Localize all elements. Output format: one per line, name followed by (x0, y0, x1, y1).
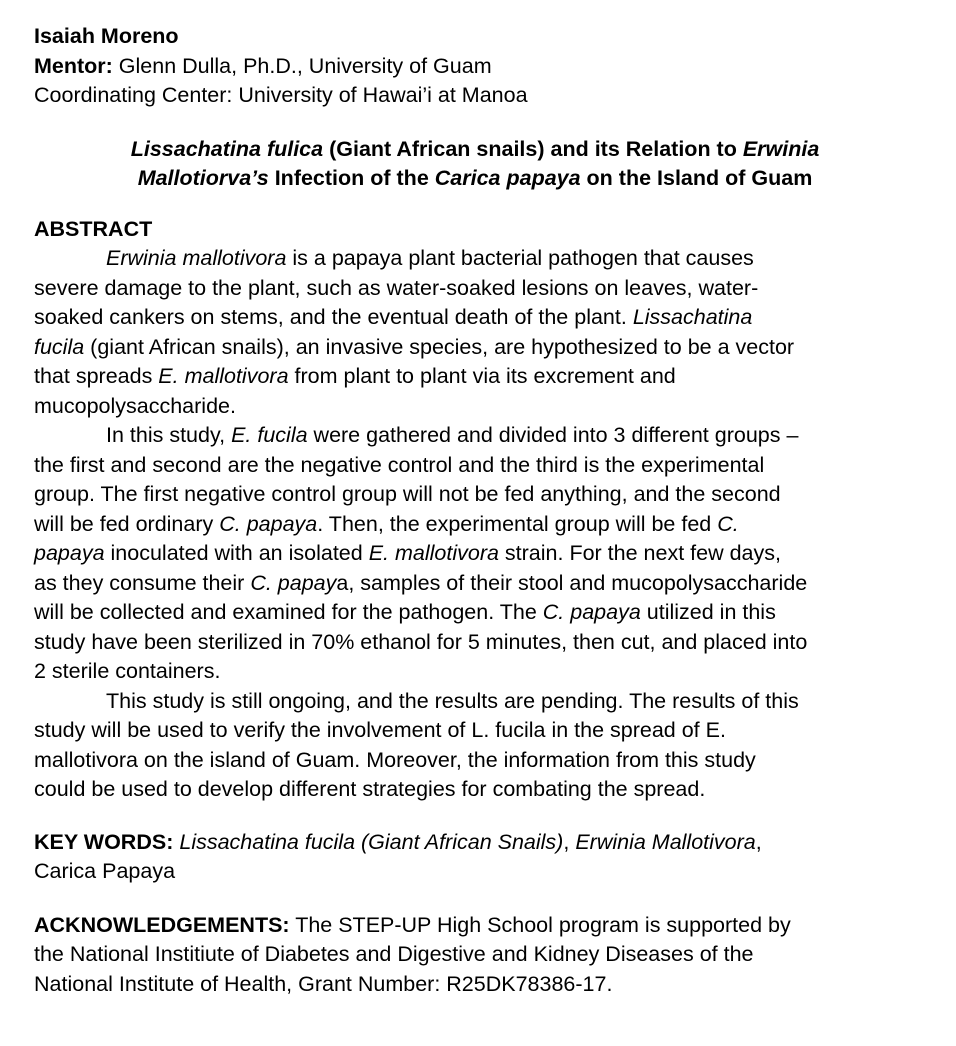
abstract-line (34, 657, 916, 687)
abstract-text-run: inoculated with an isolated (104, 541, 369, 565)
title-text-run: Lissachatina fulica (130, 136, 324, 161)
abstract-line (34, 392, 916, 422)
abstract-text-run: In this study, (106, 423, 232, 447)
abstract-text-run: Lissachatina (632, 305, 753, 329)
abstract-line (34, 303, 916, 333)
abstract-text-run: mucopolysaccharide. (34, 393, 236, 418)
abstract-paragraph (34, 421, 916, 687)
abstract-line (34, 775, 916, 805)
title-text-run: Erwinia (742, 136, 820, 161)
acknowledgements-line (34, 911, 916, 941)
title-line-2 (34, 164, 916, 193)
abstract-line (34, 598, 916, 628)
abstract-line (34, 539, 916, 569)
abstract-paragraph (34, 244, 916, 421)
paper-title (34, 135, 916, 193)
abstract-text-run: soaked cankers on stems, and the eventual death of the plant. (34, 305, 633, 329)
abstract-text-run: mallotivora on the island of Guam. Moreover, the information from this study (34, 747, 756, 772)
acknowledgements-text-run: National Institute of Health, Grant Number: R25DK78386-17. (34, 971, 613, 996)
abstract-text-run: C. papay (250, 570, 337, 595)
acknowledgements-text-run: the National Institiute of Diabetes and Digestive and Kidney Diseases of the (34, 942, 754, 966)
keywords-block (34, 828, 916, 887)
acknowledgements-block (34, 911, 916, 1000)
keywords-text-run: Lissachatina fucila (Giant African Snails) (179, 829, 564, 854)
abstract-body (34, 244, 916, 805)
abstract-text-run: utilized in this (640, 600, 776, 624)
abstract-text-run: papaya (34, 541, 105, 565)
title-text-run: on the Island of Guam (580, 165, 813, 190)
abstract-text-run: strain. For the next few days, (498, 541, 781, 565)
abstract-text-run: (giant African snails), an invasive species, are hypothesized to be a vector (84, 334, 795, 359)
abstract-text-run: study have been sterilized in 70% ethanol for 5 minutes, then cut, and placed into (34, 629, 808, 654)
abstract-text-run: C. papaya (219, 511, 318, 536)
abstract-text-run: the first and second are the negative control and the third is the experimental (34, 452, 765, 477)
abstract-heading: ABSTRACT (34, 216, 153, 241)
keywords-text-run: , (755, 829, 762, 854)
mentor-line (34, 52, 916, 82)
abstract-line (34, 716, 916, 746)
keywords-text-run: Carica Papaya (34, 859, 176, 883)
coordinating-center: Coordinating Center: University of Hawai’i at Manoa (34, 83, 528, 107)
abstract-line (34, 274, 916, 304)
abstract-text-run: E. fucila (231, 423, 308, 447)
title-text-run: Mallotiorva’s (137, 165, 269, 190)
mentor-label: Mentor: (34, 53, 113, 78)
abstract-line (34, 333, 916, 363)
title-text-run: Infection of the (268, 165, 435, 190)
abstract-text-run: 2 sterile containers. (34, 659, 221, 683)
abstract-text-run: a, samples of their stool and mucopolysaccharide (336, 570, 808, 595)
keywords-text-run: , (563, 829, 576, 854)
abstract-text-run: severe damage to the plant, such as water-soaked lesions on leaves, water- (34, 275, 759, 300)
abstract-text-run: This study is still ongoing, and the results are pending. The results of this (106, 688, 799, 713)
keywords-text-run: KEY WORDS: (34, 829, 174, 854)
abstract-line (34, 510, 916, 540)
acknowledgements-line (34, 970, 916, 1000)
abstract-text-run: study will be used to verify the involvement of L. fucila in the spread of E. (34, 718, 726, 742)
header-block (34, 22, 916, 111)
abstract-text-run: were gathered and divided into 3 different groups – (307, 423, 799, 447)
abstract-line (34, 746, 916, 776)
title-text-run: (Giant African snails) and its Relation to (323, 136, 743, 161)
acknowledgements-text-run: ACKNOWLEDGEMENTS: (34, 912, 290, 937)
abstract-text-run: E. mallotivora (368, 541, 499, 565)
abstract-line (34, 451, 916, 481)
abstract-text-run: group. The first negative control group will not be fed anything, and the second (34, 482, 781, 506)
acknowledgements-text-run: The STEP-UP High School program is supported by (289, 912, 791, 937)
abstract-paragraph (34, 687, 916, 805)
abstract-text-run: as they consume their (34, 570, 251, 595)
abstract-line (34, 421, 916, 451)
abstract-text-run: that spreads (34, 364, 159, 388)
abstract-text-run: . Then, the experimental group will be fed (317, 511, 718, 536)
abstract-text-run: C. papaya (542, 600, 641, 624)
abstract-text-run: C. (717, 511, 739, 536)
abstract-line (34, 362, 916, 392)
abstract-text-run: will be collected and examined for the pathogen. The (34, 600, 543, 624)
abstract-text-run: Erwinia mallotivora (106, 246, 287, 270)
abstract-text-run: from plant to plant via its excrement and (288, 364, 676, 388)
keywords-text-run: Erwinia Mallotivora (575, 829, 756, 854)
keywords-line (34, 828, 916, 858)
author-name: Isaiah Moreno (34, 24, 179, 48)
abstract-line (34, 244, 916, 274)
title-text-run: Carica papaya (434, 165, 581, 190)
abstract-text-run: E. mallotivora (158, 364, 289, 388)
abstract-text-run: is a papaya plant bacterial pathogen that causes (286, 246, 754, 270)
abstract-text-run: fucila (34, 334, 85, 359)
abstract-line (34, 628, 916, 658)
abstract-text-run: could be used to develop different strategies for combating the spread. (34, 777, 706, 801)
mentor-value: Glenn Dulla, Ph.D., University of Guam (112, 53, 492, 78)
title-line-1 (34, 135, 916, 164)
abstract-line (34, 569, 916, 599)
abstract-text-run: will be fed ordinary (34, 511, 220, 536)
acknowledgements-line (34, 940, 916, 970)
abstract-line (34, 480, 916, 510)
abstract-line (34, 687, 916, 717)
keywords-line (34, 857, 916, 887)
